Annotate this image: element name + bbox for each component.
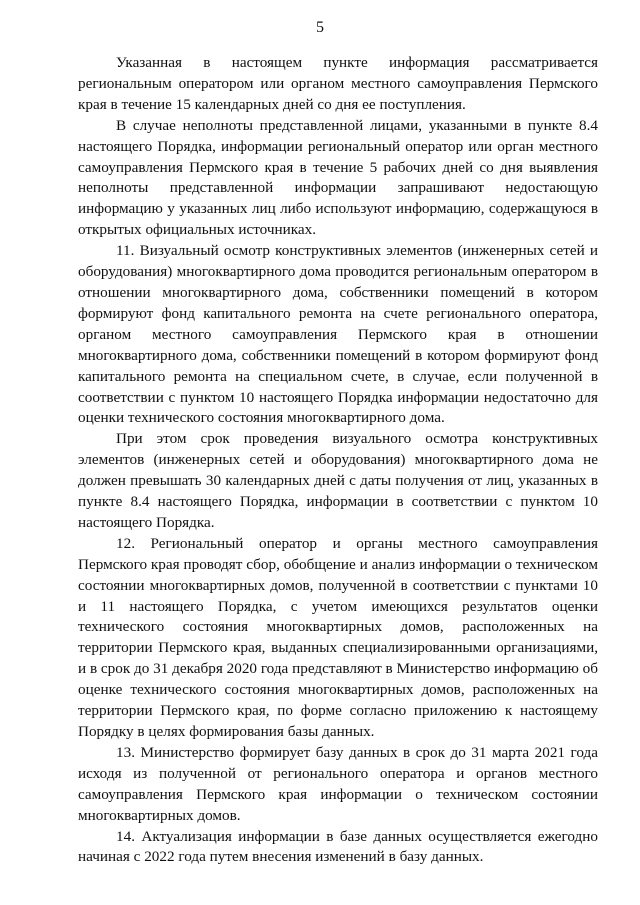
paragraph-item-12: 12. Региональный оператор и органы местного самоуправления Пермского края проводят сбор, обобщение и анализ информации о техническом состоянии многоквартирных домов, полученной в соответствии с пунктами 10 и 11 настоящего Порядка, с учетом имеющихся результатов оценки технического состояния многоквартирных домов, расположенных на территории Пермского края, выданных специализированными организациями, и в срок до 31 декабря 2020 года представляют в Министерство информацию об оценке технического состояния многоквартирных домов, расположенных на территории Пермского края, по форме согласно приложению к настоящему Порядку в целях формирования базы данных. — [78, 534, 598, 740]
paragraph-item-11: 11. Визуальный осмотр конструктивных элементов (инженерных сетей и оборудования) многоквартирного дома проводится региональным оператором в отношении многоквартирного дома, собственники помещений в котором формируют фонд капитального ремонта на счете регионального оператора, органом местного самоуправления Пермского края в отношении многоквартирного дома, собственники помещений в котором формируют фонд капитального ремонта на специальном счете, в случае, если полученной в соответствии с пунктом 10 настоящего Порядка информации недостаточно для оценки технического состояния многоквартирного дома. — [78, 242, 598, 427]
paragraph-incomplete-info: В случае неполноты представленной лицами, указанными в пункте 8.4 настоящего Порядка, информации региональный оператор или орган местного самоуправления Пермского края в течение 5 рабочих дней со дня выявления неполноты представленной информации запрашивают недостающую информацию у указанных лиц либо используют информацию, содержащуюся в открытых официальных источниках. — [78, 116, 598, 239]
paragraph-item-13: 13. Министерство формирует базу данных в срок до 31 марта 2021 года исходя из полученной от регионального оператора и органов местного самоуправления Пермского края информации о техническом состоянии многоквартирных домов. — [78, 743, 598, 824]
paragraph-inspection-term: При этом срок проведения визуального осмотра конструктивных элементов (инженерных сетей и оборудования) многоквартирного дома не должен превышать 30 календарных дней с даты получения от лиц, указанных в пункте 8.4 настоящего Порядка, информации в соответствии с пунктом 10 настоящего Порядка. — [78, 430, 598, 531]
document-body — [78, 53, 598, 868]
paragraph-info-review: Указанная в настоящем пункте информация рассматривается региональным оператором или органом местного самоуправления Пермского края в течение 15 календарных дней со дня ее поступления. — [78, 54, 598, 113]
page-number: 5 — [316, 19, 324, 36]
paragraph-item-14: 14. Актуализация информации в базе данных осуществляется ежегодно начиная с 2022 года путем внесения изменений в базу данных. — [78, 827, 598, 866]
